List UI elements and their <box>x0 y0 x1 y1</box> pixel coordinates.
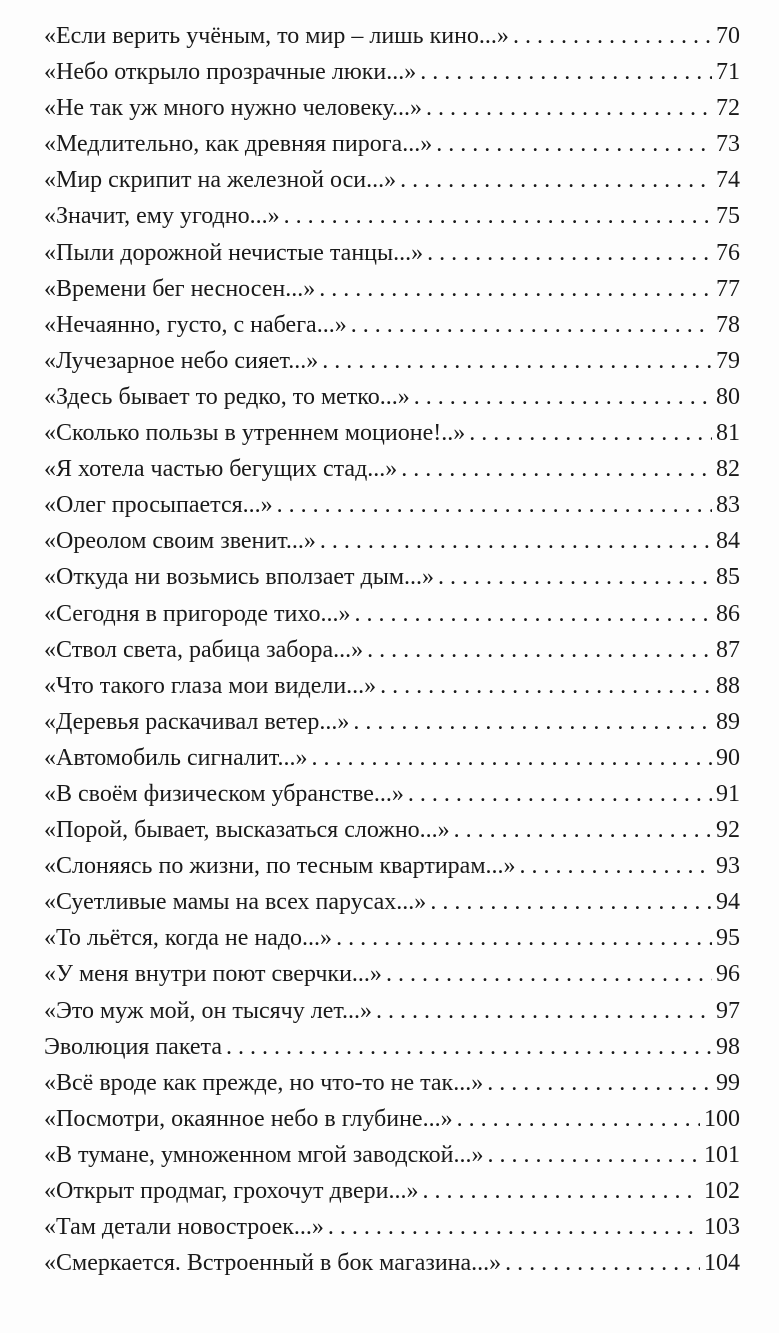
toc-entry-title: «Пыли дорожной нечистые танцы...» <box>44 239 424 266</box>
toc-entry-title: «Лучезарное небо сияет...» <box>44 347 319 374</box>
toc-entry-title: «Значит, ему угодно...» <box>44 203 280 230</box>
toc-dot-leader <box>277 487 712 523</box>
toc-dot-leader <box>457 1101 700 1137</box>
toc-entry-24 <box>44 848 740 884</box>
toc-dot-leader <box>505 1245 700 1281</box>
toc-entry-35 <box>44 1245 740 1281</box>
toc-entry-27 <box>44 956 740 992</box>
toc-entry-title: «Деревья раскачивал ветер...» <box>44 708 350 735</box>
toc-dot-leader <box>367 632 712 668</box>
toc-dot-leader <box>353 704 712 740</box>
toc-entry-title: «Всё вроде как прежде, но что-то не так...» <box>44 1069 484 1096</box>
toc-dot-leader <box>520 848 712 884</box>
toc-page-number: 73 <box>716 131 740 158</box>
toc-entry-17 <box>44 596 740 632</box>
toc-page-number: 70 <box>716 23 740 49</box>
toc-page-number: 102 <box>704 1178 740 1204</box>
toc-entry-title: «Не так уж много нужно человеку...» <box>44 95 423 122</box>
toc-entry-16 <box>44 559 740 595</box>
toc-dot-leader <box>376 993 712 1029</box>
toc-entry-title: «Сколько пользы в утреннем моционе!..» <box>44 420 466 447</box>
toc-entry-1 <box>44 18 740 54</box>
toc-entry-21 <box>44 740 740 776</box>
toc-page-number: 91 <box>716 780 740 807</box>
toc-entry-title: «Олег просыпается...» <box>44 492 273 519</box>
toc-page-number: 82 <box>716 456 740 483</box>
toc-dot-leader <box>513 18 712 54</box>
toc-entry-14 <box>44 487 740 523</box>
toc-dot-leader <box>420 54 712 90</box>
toc-dot-leader <box>386 956 712 992</box>
toc-dot-leader <box>414 379 712 415</box>
toc-entry-title: «Что такого глаза мои видели...» <box>44 672 377 699</box>
toc-entry-23 <box>44 812 740 848</box>
toc-dot-leader <box>336 920 712 956</box>
toc-page-number: 78 <box>716 311 740 338</box>
toc-entry-7 <box>44 235 740 271</box>
toc-entry-18 <box>44 632 740 668</box>
toc-entry-28 <box>44 993 740 1029</box>
toc-page-number: 95 <box>716 925 740 952</box>
toc-entry-2 <box>44 54 740 90</box>
toc-entry-title: «Нечаянно, густо, с набега...» <box>44 311 347 338</box>
toc-dot-leader <box>422 1173 700 1209</box>
toc-entry-title: «Это муж мой, он тысячу лет...» <box>44 997 373 1024</box>
toc-dot-leader <box>488 1137 700 1173</box>
toc-dot-leader <box>284 198 712 234</box>
toc-entry-30 <box>44 1065 740 1101</box>
toc-dot-leader <box>320 523 712 559</box>
toc-dot-leader <box>319 271 712 307</box>
toc-dot-leader <box>354 596 712 632</box>
toc-entry-title: «Небо открыло прозрачные люки...» <box>44 59 417 86</box>
toc-dot-leader <box>400 162 712 198</box>
toc-entry-6 <box>44 198 740 234</box>
toc-page-number: 101 <box>704 1141 740 1168</box>
toc-page-number: 100 <box>704 1105 740 1132</box>
toc-entry-11 <box>44 379 740 415</box>
toc-entry-9 <box>44 307 740 343</box>
toc-entry-title: «У меня внутри поют сверчки...» <box>44 961 382 988</box>
toc-dot-leader <box>226 1029 712 1065</box>
toc-dot-leader <box>408 776 712 812</box>
toc-entry-32 <box>44 1137 740 1173</box>
toc-entry-5 <box>44 162 740 198</box>
toc-entry-title: «Медлительно, как древняя пирога...» <box>44 131 433 158</box>
toc-page-number: 75 <box>716 203 740 230</box>
toc-entry-4 <box>44 126 740 162</box>
toc-page-number: 104 <box>704 1250 740 1277</box>
table-of-contents <box>44 18 740 1281</box>
toc-page-number: 98 <box>716 1033 740 1060</box>
toc-entry-12 <box>44 415 740 451</box>
toc-page-number: 72 <box>716 95 740 122</box>
toc-dot-leader <box>312 740 713 776</box>
toc-page-number: 92 <box>716 817 740 844</box>
toc-dot-leader <box>427 235 712 271</box>
toc-page-number: 71 <box>716 59 740 86</box>
toc-page-number: 80 <box>716 383 740 410</box>
toc-page-number: 84 <box>716 528 740 555</box>
toc-entry-title: «Открыт продмаг, грохочут двери...» <box>44 1178 419 1204</box>
toc-page-number: 86 <box>716 600 740 627</box>
toc-entry-title: «Времени бег несносен...» <box>44 275 316 302</box>
toc-entry-title: «Там детали новостроек...» <box>44 1214 324 1241</box>
toc-page-number: 103 <box>704 1214 740 1241</box>
toc-page-number: 97 <box>716 997 740 1024</box>
toc-entry-8 <box>44 271 740 307</box>
toc-dot-leader <box>436 126 712 162</box>
toc-entry-title: «Сегодня в пригороде тихо...» <box>44 600 351 627</box>
toc-entry-10 <box>44 343 740 379</box>
toc-entry-title: «Ствол света, рабица забора...» <box>44 636 364 663</box>
toc-page-number: 88 <box>716 672 740 699</box>
toc-dot-leader <box>426 90 712 126</box>
toc-entry-26 <box>44 920 740 956</box>
toc-page-number: 81 <box>716 420 740 447</box>
toc-page-number: 96 <box>716 961 740 988</box>
toc-entry-title: «Слоняясь по жизни, по тесным квартирам...» <box>44 853 516 880</box>
toc-page-number: 83 <box>716 492 740 519</box>
toc-entry-title: «Автомобиль сигналит...» <box>44 744 308 771</box>
toc-entry-title: «То льётся, когда не надо...» <box>44 925 333 952</box>
toc-entry-25 <box>44 884 740 920</box>
toc-page-number: 76 <box>716 239 740 266</box>
toc-entry-title: «Здесь бывает то редко, то метко...» <box>44 383 410 410</box>
toc-entry-title: «Посмотри, окаянное небо в глубине...» <box>44 1105 453 1132</box>
toc-entry-15 <box>44 523 740 559</box>
toc-entry-33 <box>44 1173 740 1209</box>
toc-entry-title: «Если верить учёным, то мир – лишь кино...» <box>44 23 509 49</box>
toc-dot-leader <box>351 307 712 343</box>
toc-entry-title: «Порой, бывает, высказаться сложно...» <box>44 817 450 844</box>
toc-page-number: 94 <box>716 889 740 916</box>
toc-dot-leader <box>487 1065 712 1101</box>
toc-entry-title: «Суетливые мамы на всех парусах...» <box>44 889 427 916</box>
toc-page-number: 87 <box>716 636 740 663</box>
toc-entry-13 <box>44 451 740 487</box>
toc-dot-leader <box>430 884 712 920</box>
toc-entry-29 <box>44 1029 740 1065</box>
toc-entry-20 <box>44 704 740 740</box>
toc-page-number: 79 <box>716 347 740 374</box>
toc-page-number: 77 <box>716 275 740 302</box>
toc-entry-34 <box>44 1209 740 1245</box>
toc-entry-title: «Откуда ни возьмись вползает дым...» <box>44 564 435 591</box>
toc-entry-title: «Мир скрипит на железной оси...» <box>44 167 397 194</box>
toc-dot-leader <box>380 668 712 704</box>
toc-entry-title: «Я хотела частью бегущих стад...» <box>44 456 398 483</box>
toc-page-number: 93 <box>716 853 740 880</box>
toc-dot-leader <box>454 812 712 848</box>
toc-entry-title: «Смеркается. Встроенный в бок магазина...» <box>44 1250 502 1277</box>
toc-page-number: 99 <box>716 1069 740 1096</box>
toc-page-number: 90 <box>716 744 740 771</box>
toc-dot-leader <box>438 559 712 595</box>
toc-dot-leader <box>469 415 712 451</box>
toc-page-number: 89 <box>716 708 740 735</box>
toc-entry-title: «Ореолом своим звенит...» <box>44 528 316 555</box>
toc-dot-leader <box>322 343 712 379</box>
toc-entry-title: Эволюция пакета <box>44 1033 222 1060</box>
toc-dot-leader <box>401 451 712 487</box>
toc-entry-22 <box>44 776 740 812</box>
toc-entry-31 <box>44 1101 740 1137</box>
toc-dot-leader <box>328 1209 700 1245</box>
toc-page-number: 74 <box>716 167 740 194</box>
toc-entry-title: «В тумане, умноженном мгой заводской...» <box>44 1141 484 1168</box>
toc-entry-title: «В своём физическом убранстве...» <box>44 780 404 807</box>
toc-page-number: 85 <box>716 564 740 591</box>
toc-entry-3 <box>44 90 740 126</box>
toc-entry-19 <box>44 668 740 704</box>
